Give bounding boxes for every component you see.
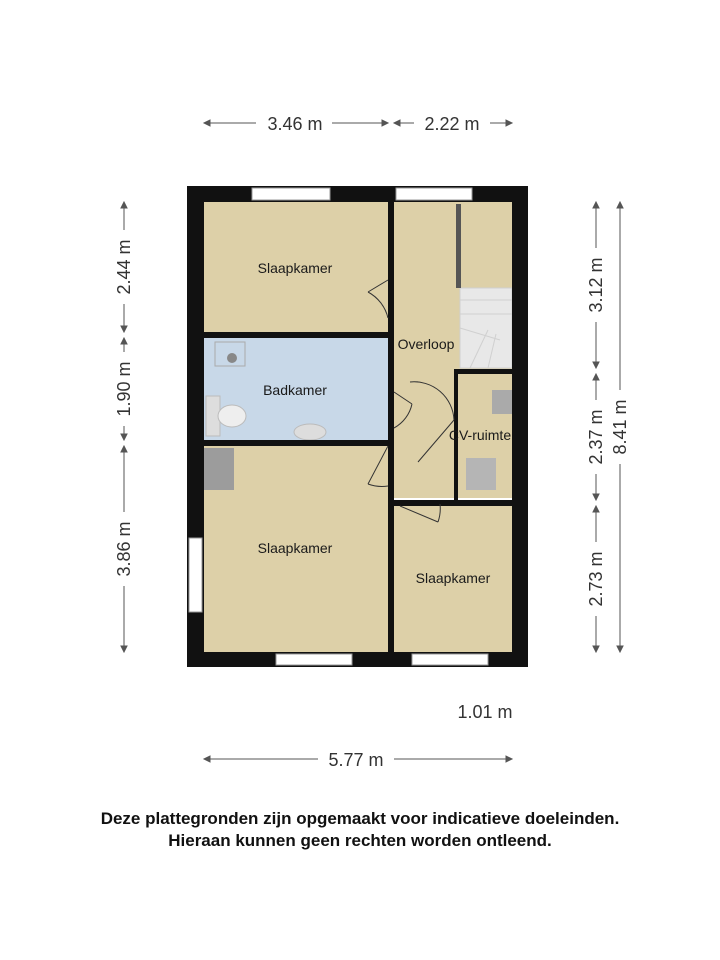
room-label-slaapkamer-main: Slaapkamer	[257, 540, 333, 556]
cv-appliance	[492, 390, 512, 414]
room-label-overloop: Overloop	[397, 336, 455, 352]
shower-head	[227, 353, 237, 363]
window-bottom-right	[412, 654, 488, 665]
room-label-slaapkamer-small: Slaapkamer	[415, 570, 491, 586]
wall-top	[187, 186, 528, 202]
wall-right	[512, 186, 528, 667]
room-label-cv-ruimte: CV-ruimte	[448, 427, 512, 443]
dim-right-total: 8.41 m	[610, 399, 630, 455]
dim-top-left: 3.46 m	[267, 114, 323, 134]
dim-left-top: 2.44 m	[114, 239, 134, 295]
wall-h-3	[394, 500, 512, 506]
window-bottom-left	[276, 654, 352, 665]
window-top-right	[396, 188, 472, 200]
wall-h-1	[204, 332, 388, 338]
sink	[294, 424, 326, 440]
room-label-badkamer: Badkamer	[263, 382, 327, 398]
dim-bottom-small: 1.01 m	[457, 702, 513, 722]
dim-left-bottom: 3.86 m	[114, 521, 134, 577]
dim-bottom-total: 5.77 m	[328, 750, 384, 770]
disclaimer-line-1: Deze plattegronden zijn opgemaakt voor indicatieve doeleinden.	[100, 809, 620, 828]
window-left	[189, 538, 202, 612]
wall-h-2	[204, 440, 388, 446]
railing	[456, 204, 461, 288]
dim-left-middle: 1.90 m	[114, 361, 134, 417]
toilet-bowl	[218, 405, 246, 427]
cv-box	[466, 458, 496, 490]
disclaimer-line-2: Hieraan kunnen geen rechten worden ontleend.	[168, 831, 552, 850]
dim-right-bottom: 2.73 m	[586, 551, 606, 607]
wall-h-cv	[454, 369, 512, 374]
dim-right-middle: 2.37 m	[586, 409, 606, 465]
wall-v-middle	[388, 186, 394, 667]
window-top-left	[252, 188, 330, 200]
dim-right-top: 3.12 m	[586, 257, 606, 313]
dim-top-right: 2.22 m	[424, 114, 480, 134]
desk	[204, 448, 234, 490]
room-label-slaapkamer-top: Slaapkamer	[257, 260, 333, 276]
